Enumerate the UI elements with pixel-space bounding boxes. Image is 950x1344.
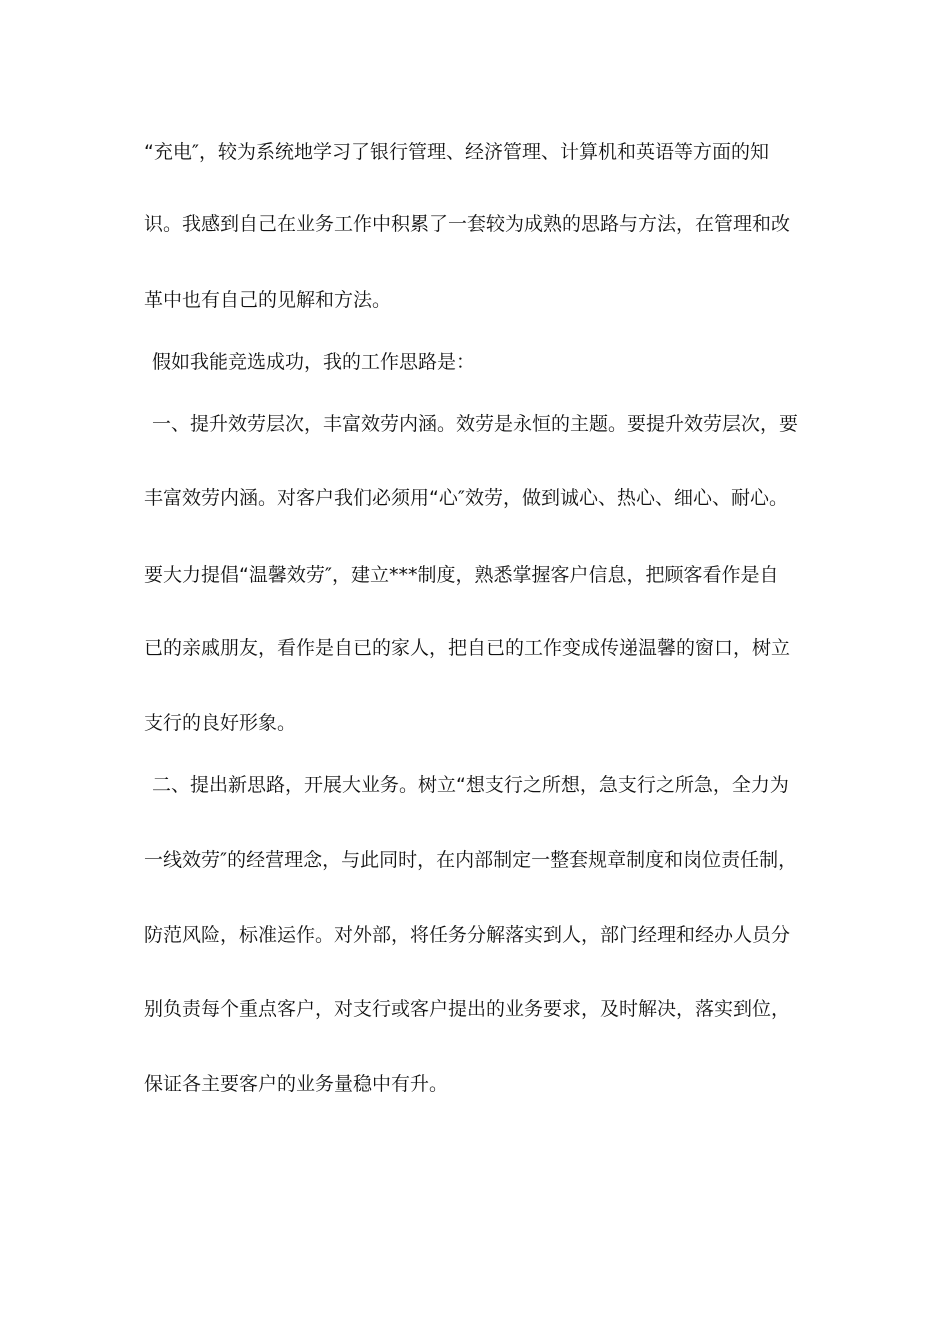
text-line-10: 二、提出新思路，开展大业务。树立“想支行之所想，急支行之所急，全力为 xyxy=(152,774,789,796)
text-line-6: 丰富效劳内涵。对客户我们必须用“心″效劳，做到诚心、热心、细心、耐心。 xyxy=(144,487,788,509)
text-line-9: 支行的良好形象。 xyxy=(144,712,297,734)
text-line-1: “充电″，较为系统地学习了银行管理、经济管理、计算机和英语等方面的知 xyxy=(144,141,769,163)
text-line-3: 革中也有自己的见解和方法。 xyxy=(144,289,392,311)
text-line-12: 防范风险，标准运作。对外部，将任务分解落实到人，部门经理和经办人员分 xyxy=(144,924,791,946)
text-line-8: 已的亲戚朋友，看作是自已的家人，把自已的工作变成传递温馨的窗口，树立 xyxy=(144,637,791,659)
text-line-14: 保证各主要客户的业务量稳中有升。 xyxy=(144,1073,449,1095)
text-line-13: 别负责每个重点客户，对支行或客户提出的业务要求，及时解决，落实到位， xyxy=(144,998,791,1020)
text-line-4: 假如我能竞选成功，我的工作思路是： xyxy=(152,351,476,373)
text-line-7: 要大力提倡“温馨效劳″，建立***制度，熟悉掌握客户信息，把顾客看作是自 xyxy=(144,564,779,586)
text-line-11: 一线效劳″的经营理念，与此同时，在内部制定一整套规章制度和岗位责任制， xyxy=(144,849,798,871)
text-line-5: 一、提升效劳层次，丰富效劳内涵。效劳是永恒的主题。要提升效劳层次，要 xyxy=(152,413,799,435)
text-line-2: 识。我感到自己在业务工作中积累了一套较为成熟的思路与方法，在管理和改 xyxy=(144,213,791,235)
